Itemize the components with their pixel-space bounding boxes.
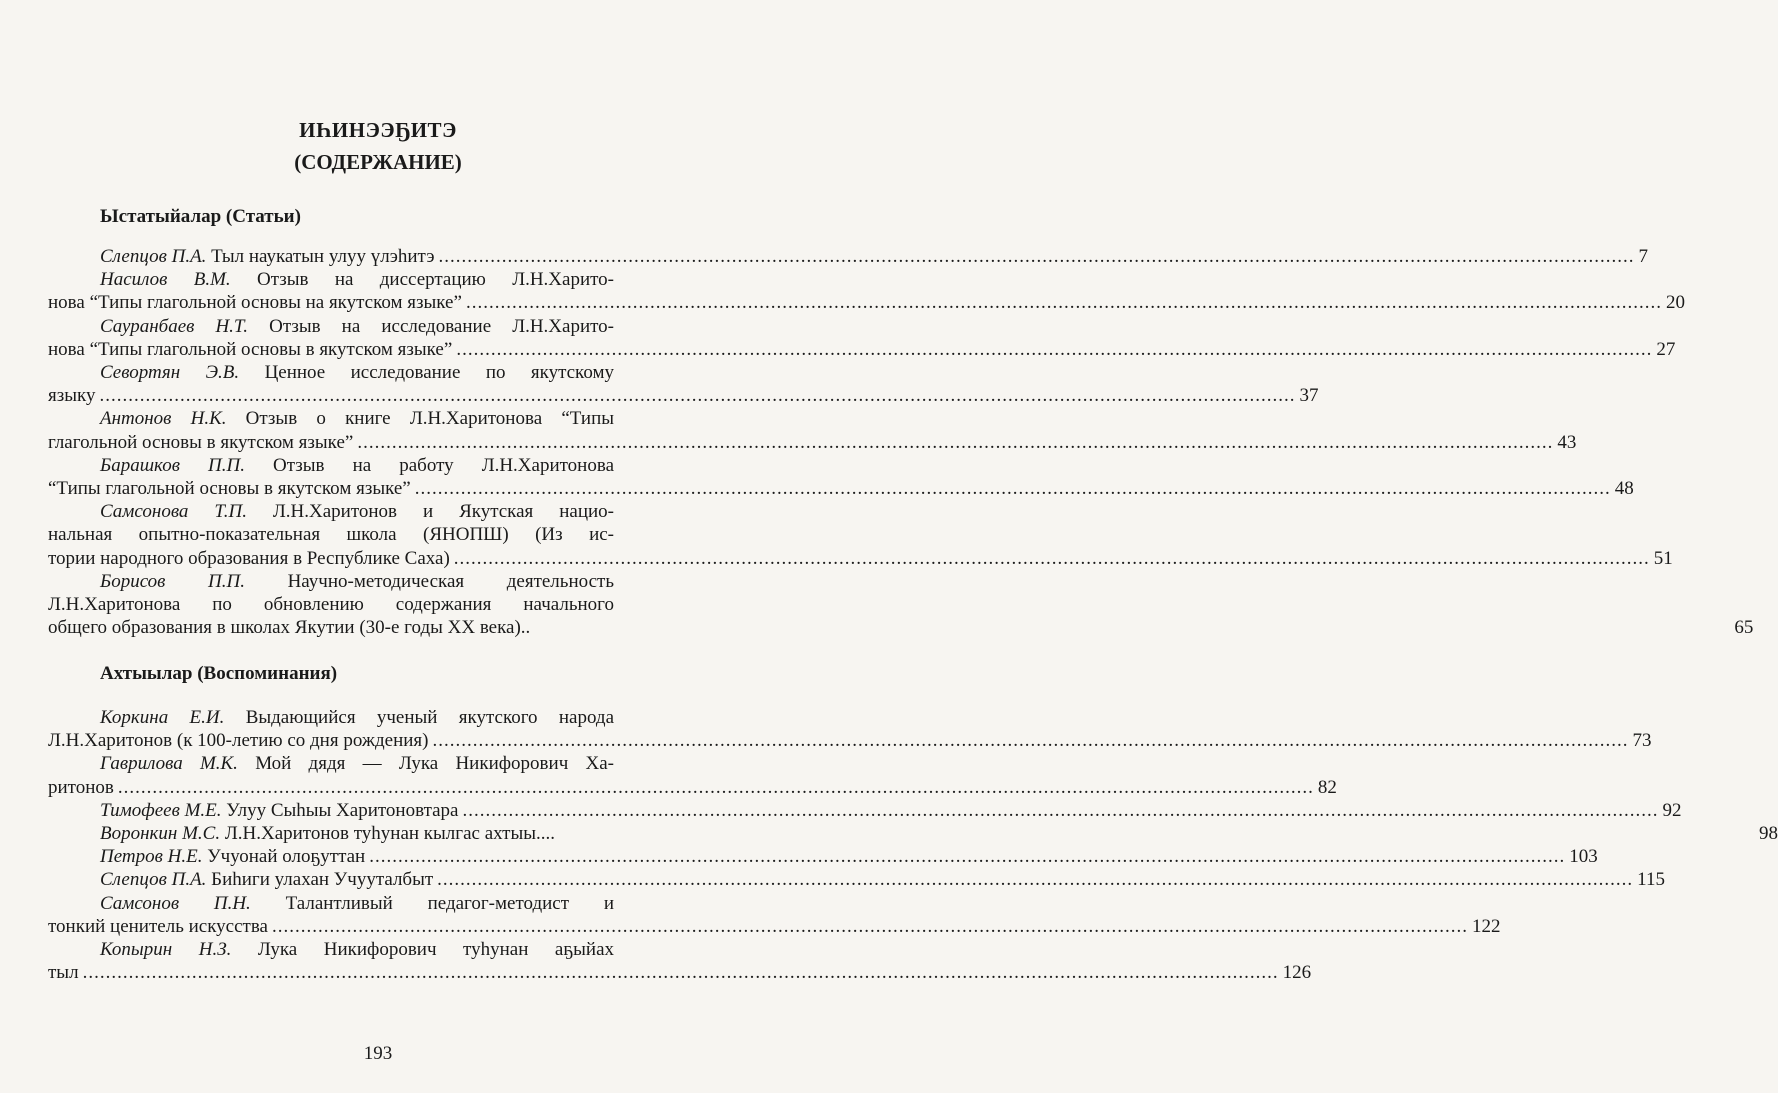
toc-entry-line	[48, 407, 614, 430]
toc-entry-line	[48, 431, 1577, 454]
toc-entry-title: Мой дядя — Лука Никифорович Ха-	[255, 753, 614, 775]
toc-entry	[48, 361, 1319, 407]
toc-entry-page: 103	[1569, 846, 1598, 868]
toc-entry-line	[48, 245, 1648, 268]
toc-entry-author: Антонов Н.К.	[100, 408, 227, 430]
toc-entry-page: 122	[1472, 915, 1501, 937]
toc-entry-page: 82	[1317, 776, 1337, 798]
dot-leader	[454, 548, 1650, 569]
toc-entry	[48, 454, 1634, 500]
toc-entry	[48, 868, 1665, 891]
toc-entry-title: Отзыв на работу Л.Н.Харитонова	[273, 454, 615, 476]
toc-entry-author: Петров Н.Е.	[100, 846, 203, 868]
toc-entry-title: Талантливый педагог-методист и	[285, 892, 614, 914]
toc-entry-line	[48, 845, 1598, 868]
toc-entry-line	[48, 454, 614, 477]
toc-entry-title: нова “Типы глагольной основы на якутском языке”	[48, 292, 462, 314]
section-heading-articles: Ыстатыйалар (Статьи)	[100, 206, 301, 227]
toc-entry-title: Научно-методическая деятельность	[287, 570, 614, 592]
toc-entry-line	[48, 593, 614, 616]
toc-entry-title: Улуу Сыһыы Харитоновтара	[226, 799, 459, 821]
toc-entry-line	[48, 291, 1685, 314]
toc-entry-title: Биһиги улахан Учууталбыт	[211, 869, 434, 891]
toc-entry-page: 27	[1656, 338, 1676, 360]
toc-entry-page: 73	[1632, 730, 1652, 752]
toc-entry-line	[48, 938, 614, 961]
dot-leader	[466, 292, 1662, 313]
toc-entry-page: 48	[1614, 477, 1634, 499]
toc-entry-author: Воронкин М.С.	[100, 822, 221, 844]
toc-entry-title: Отзыв на диссертацию Л.Н.Харито-	[257, 269, 615, 291]
dot-leader	[462, 800, 1658, 821]
toc-entry-author: Борисов П.П.	[100, 570, 245, 592]
toc-entry-title: Лука Никифорович туһунан аҕыйах	[257, 938, 615, 960]
toc-entry-author: Коркина Е.И.	[100, 707, 225, 728]
toc-entry-line	[48, 752, 614, 775]
toc-entry-line	[48, 315, 614, 338]
toc-articles-list	[48, 245, 1754, 639]
toc-entry-title: Тыл наукатын улуу үлэһитэ	[211, 246, 435, 267]
toc-entry-line	[48, 570, 614, 593]
toc-entry-page: 37	[1299, 385, 1319, 407]
toc-entry-author: Барашков П.П.	[100, 454, 245, 476]
toc-entry-line	[48, 547, 1673, 570]
toc-entry	[48, 822, 1778, 845]
toc-entry-title: Выдающийся ученый якутского народа	[245, 707, 615, 728]
page-number: 193	[363, 1043, 393, 1064]
toc-entry-title: Л.Н.Харитонов (к 100-летию со дня рождения)	[48, 730, 429, 752]
toc-entry-line	[48, 729, 1652, 752]
page-title: ИҺИНЭЭҔИТЭ	[299, 118, 457, 142]
toc-entry-line	[48, 892, 614, 915]
toc-entry	[48, 799, 1682, 822]
toc-entry-line	[48, 338, 1676, 361]
dot-leader	[357, 432, 1553, 453]
toc-memoirs-list	[48, 706, 1778, 984]
toc-entry-title: общего образования в школах Якутии (30-е годы XX века)..	[48, 617, 531, 639]
toc-entry-author: Сауранбаев Н.Т.	[100, 315, 249, 337]
toc-entry-title: Учуонай олоҕуттан	[207, 846, 366, 868]
toc-entry-line	[48, 384, 1319, 407]
toc-entry-page: 92	[1662, 799, 1682, 821]
dot-leader	[369, 846, 1565, 867]
toc-entry	[48, 245, 1648, 268]
toc-entry-line	[48, 268, 614, 291]
dot-leader	[415, 478, 1611, 499]
toc-entry-page: 7	[1638, 246, 1648, 267]
toc-entry-line	[48, 799, 1682, 822]
toc-entry-title: Ценное исследование по якутскому	[264, 361, 614, 383]
toc-entry	[48, 845, 1598, 868]
toc-entry	[48, 938, 1312, 984]
toc-entry-page: 98	[1758, 822, 1778, 844]
toc-entry-line	[48, 523, 614, 546]
toc-entry-title: ритонов	[48, 776, 114, 798]
toc-entry-line	[48, 822, 1778, 845]
toc-entry	[48, 570, 1754, 640]
toc-entry-author: Севортян Э.В.	[100, 361, 240, 383]
section-heading-memoirs: Ахтыылар (Воспоминания)	[100, 663, 338, 684]
toc-entry-line	[48, 706, 614, 729]
toc-entry-title: “Типы глагольной основы в якутском языке”	[48, 477, 411, 499]
toc-entry-page: 126	[1282, 962, 1312, 984]
toc-entry-line	[48, 961, 1312, 984]
toc-entry-author: Самсонов П.Н.	[100, 892, 251, 914]
toc-entry-line	[48, 477, 1634, 500]
toc-entry-line	[48, 616, 1754, 639]
toc-entry-title: Л.Н.Харитонова по обновлению содержания начального	[48, 593, 614, 615]
toc-entry	[48, 706, 1652, 752]
dot-leader	[433, 730, 1629, 751]
toc-entry-title: глагольной основы в якутском языке”	[48, 431, 354, 453]
toc-entry-page: 43	[1557, 431, 1577, 453]
toc-entry-page: 51	[1653, 547, 1673, 569]
toc-entry-title: языку	[48, 385, 96, 407]
toc-entry-author: Слепцов П.А.	[100, 246, 207, 267]
toc-entry-title: Отзыв на исследование Л.Н.Харито-	[269, 315, 615, 337]
toc-entry	[48, 752, 1337, 798]
toc-entry-line	[48, 868, 1665, 891]
dot-leader	[118, 777, 1314, 798]
toc-entry	[48, 500, 1673, 570]
toc-entry-title: Л.Н.Харитонов и Якутская нацио-	[272, 501, 614, 523]
toc-entry-title: нова “Типы глагольной основы в якутском языке”	[48, 338, 453, 360]
toc-entry-author: Насилов В.М.	[100, 269, 231, 291]
dot-leader	[456, 339, 1652, 360]
dot-leader	[438, 246, 1634, 267]
toc-entry-line	[48, 361, 614, 384]
toc-entry	[48, 315, 1676, 361]
toc-entry-line	[48, 776, 1337, 799]
toc-entry	[48, 892, 1501, 938]
toc-entry-author: Самсонова Т.П.	[100, 501, 247, 523]
toc-entry-page: 115	[1637, 869, 1665, 891]
toc-entry-line	[48, 915, 1501, 938]
toc-entry	[48, 407, 1577, 453]
toc-entry-title: Отзыв о книге Л.Н.Харитонова “Типы	[245, 408, 614, 430]
toc-entry	[48, 268, 1685, 314]
page-subtitle: (СОДЕРЖАНИЕ)	[294, 150, 462, 174]
toc-entry-title: тонкий ценитель искусства	[48, 915, 268, 937]
toc-entry-title: нальная опытно-показательная школа (ЯНОПШ) (Из ис-	[48, 524, 614, 546]
toc-entry-title: тории народного образования в Республике Саха)	[48, 547, 450, 569]
dot-leader	[99, 385, 1295, 406]
dot-leader	[83, 962, 1279, 983]
toc-entry-title: Л.Н.Харитонов туһунан кылгас ахтыы....	[224, 822, 555, 844]
dot-leader	[272, 916, 1468, 937]
toc-entry-author: Копырин Н.З.	[100, 938, 232, 960]
toc-entry-title: тыл	[48, 962, 79, 984]
toc-entry-author: Слепцов П.А.	[100, 869, 207, 891]
toc-entry-author: Гаврилова М.К.	[100, 753, 238, 775]
toc-entry-line	[48, 500, 614, 523]
toc-entry-page: 65	[1734, 617, 1754, 639]
toc-entry-author: Тимофеев М.Е.	[100, 799, 222, 821]
dot-leader	[437, 869, 1633, 890]
toc-entry-page: 20	[1665, 292, 1685, 314]
